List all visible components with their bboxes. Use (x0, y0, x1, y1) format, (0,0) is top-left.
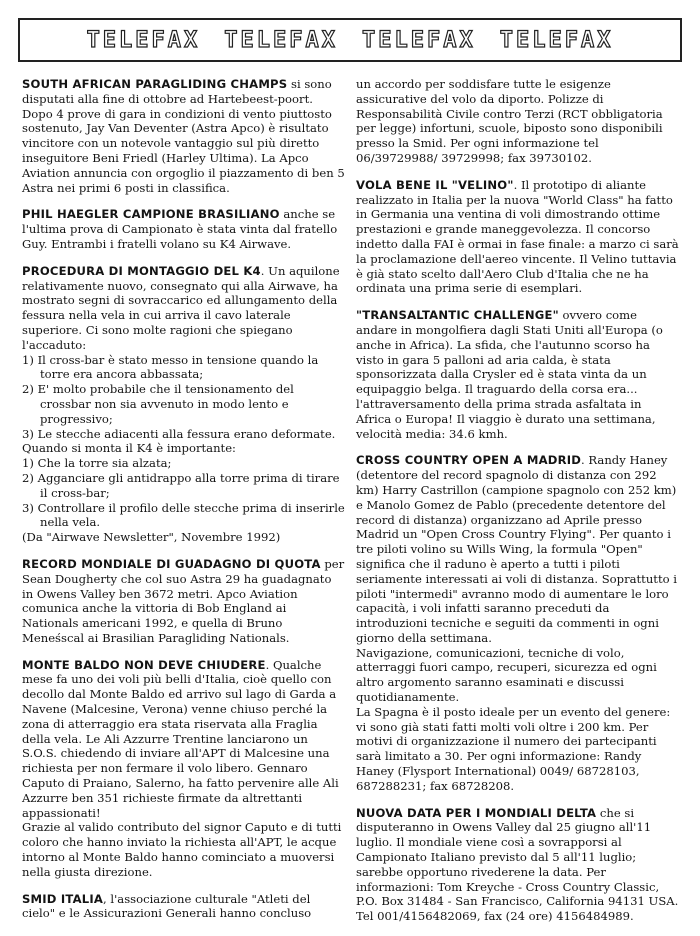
article-body: anche se l'ultima prova di Campionato è stata vinta dal fratello Guy. Entrambi i fratelli volano su K4 Airwave. (22, 207, 338, 251)
banner-word: TELEFAX (362, 27, 476, 53)
article-body: per Sean Dougherty che col suo Astra 29 ha guadagnato in Owens Valley ben 3672 metri. Apco Aviation comunica anche la vittoria di Bob England ai Nationals americani 1992, e quella di Bruno Meneśscal ai Brasilian Paragliding Nationals. (22, 556, 345, 645)
article-smid-italia (22, 892, 345, 922)
article-heading: NUOVA DATA PER I MONDIALI DELTA (356, 805, 597, 820)
article-body: si sono disputati alla fine di ottobre ad Hartebeest-poort. Dopo 4 prove di gara in condizioni di vento piuttosto sostenuto, Jay Van Deventer (Astra Apco) è risultato vincitore con un notevole vantaggio sul più diretto inseguitore Beni Friedl (Harley Ultima). La Apco Aviation annuncia con orgoglio il piazzamento di ben 5 Astra nei primi 6 posti in classifica. (22, 77, 345, 195)
article-heading: VOLA BENE IL "VELINO" (356, 177, 514, 192)
list-item: 3) Le stecche adiacenti alla fessura erano deformate. (22, 426, 336, 441)
list-item: 3) Controllare il profilo delle stecche prima di inserirle nella vela. (22, 500, 345, 530)
article-heading: CROSS COUNTRY OPEN A MADRID (356, 453, 582, 468)
article-smid-italia-continued (356, 77, 679, 166)
article-body: che si disputeranno in Owens Valley dal 25 giugno all'11 luglio. Il mondiale viene così a sovrapporsi al Campionato Italiano previsto dal 5 all'11 luglio; sarebbe opportuno rivederene la data. Per informazioni: Tom Kreyche - Cross Country Classic, P.O. Box 31484 - San Francisco, California 94131 USA. Tel 001/4156482069, fax (24 ore) 4156484989. (356, 805, 679, 924)
article-body: . Un aquilone relativamente nuovo, consegnato qui alla Airwave, ha mostrato segni di sovraccarico ed allungamento della fessura nella vela in cui arriva il cavo laterale superiore. Ci sono molte ragioni che spiegano l'accaduto: (22, 263, 340, 352)
article-body: Quando si monta il K4 è importante: (22, 441, 236, 456)
telefax-banner (18, 18, 682, 62)
article-heading: PHIL HAEGLER CAMPIONE BRASILIANO (22, 207, 280, 222)
reasons-list (22, 353, 345, 442)
article-cross-country-madrid (356, 453, 679, 793)
steps-list (22, 456, 345, 530)
article-procedura-k4 (22, 264, 345, 545)
article-body: Navigazione, comunicazioni, tecniche di volo, atterraggi fuori campo, recuperi, sicurezza ed ogni altro argomento saranno esaminati e discussi quotidianamente. (356, 645, 657, 705)
article-body: . Randy Haney (detentore del record spagnolo di distanza con 292 km) Harry Castrillon (campione spagnolo con 252 km) e Manolo Gomez de Pablo (precedente detentore del record di distanza) organizzano ad Aprile presso Madrid un "Open Cross Country Flying". Per quanto i tre piloti volino su Wills Wing, la formula "Open" significa che il raduno è aperto a tutti i piloti seriamente interessati ai voli di distanza. Soprattutto i piloti "intermedi" avranno modo di aumentare le loro capacità, i voli infatti saranno preceduti da introduzioni tecniche e seguiti da commenti in ogni giorno della settimana. (356, 453, 677, 645)
article-record-mondiale (22, 557, 345, 646)
right-column (356, 77, 679, 936)
banner-word: TELEFAX (86, 27, 201, 53)
article-body: un accordo per soddisfare tutte le esigenze assicurative del volo da diporto. Polizze di Responsabilità Civile contro Terzi (RCT obbligatoria per legge) infortuni, scuole, biposto sono disponibili presso la Smid. Per ogni informazione tel 06/39729988/ 39729998; fax 39730102. (356, 77, 663, 165)
article-body: La Spagna è il posto ideale per un evento del genere: vi sono già stati fatti molti voli oltre i 200 km. Per motivi di organizzazione il numero dei partecipanti sarà limitato a 30. Per ogni informazione: Randy Haney (Flysport International) 0049/ 68728103, 687288231; fax 68728208. (356, 704, 671, 793)
article-mondiali-delta (356, 806, 679, 924)
article-heading: RECORD MONDIALE DI GUADAGNO DI QUOTA (22, 556, 321, 571)
article-body: ovvero come andare in mongolfiera dagli Stati Uniti all'Europa (o anche in Africa). La sfida, che l'autunno scorso ha visto in gara 5 palloni ad aria calda, è stata sponsorizzata dalla Crysler ed è stata vinta da un equipaggio belga. Il traguardo della corsa era... l'attraversamento della prima strada asfaltata in Africa o Europa! Il viaggio è durato una settimana, velocità media: 34.6 kmh. (356, 308, 663, 441)
article-phil-haegler (22, 207, 345, 251)
article-body: . Il prototipo di aliante realizzato in Italia per la nuova "World Class" ha fatto in Germania una ventina di voli dimostrando ottime prestazioni e grande maneggevolezza. Il concorso indetto dalla FAI è ormai in fase finale: a marzo ci sarà la proclamazione dell'aereo vincente. Il Velino tuttavia è già stato scelto dall'Aero Club d'Italia che ne ha ordinata una prima serie di esemplari. (356, 177, 679, 296)
list-item: 2) Agganciare gli antidrappo alla torre prima di tirare il cross-bar; (22, 470, 340, 500)
article-monte-baldo (22, 658, 345, 880)
list-item: 2) E' molto probabile che il tensionamento del crossbar non sia avvenuto in modo lento e progressivo; (22, 382, 294, 426)
left-column (22, 77, 345, 933)
article-south-african-champs (22, 77, 345, 195)
article-transatlantic (356, 308, 679, 441)
list-item: 1) Che la torre sia alzata; (22, 456, 172, 471)
article-heading: SMID ITALIA (22, 891, 104, 906)
article-heading: SOUTH AFRICAN PARAGLIDING CHAMPS (22, 77, 288, 91)
banner-word: TELEFAX (499, 27, 614, 53)
article-heading: MONTE BALDO NON DEVE CHIUDERE (22, 657, 266, 672)
article-body: , l'associazione culturale "Atleti del cielo" e le Assicurazioni Generali hanno concluso (22, 891, 312, 921)
list-item: 1) Il cross-bar è stato messo in tensione quando la torre era ancora abbassata; (22, 352, 319, 382)
article-body: . Qualche mese fa uno dei voli più belli d'Italia, cioè quello con decollo dal Monte Baldo ed arrivo sul lago di Garda a Navene (Malcesine, Verona) venne chiuso perché la zona di atterraggio era stata riservata alla Fraglia della vela. Le Ali Azzurre Trentine lanciarono un S.O.S. chiedendo di inviare all'APT di Malcesine una richiesta per non fermare il volo libero. Gennaro Caputo di Praiano, Salerno, ha fatto pervenire alle Ali Azzurre ben 351 richieste firmate da altrettanti appassionati! (22, 657, 339, 820)
article-source: (Da "Airwave Newsletter", Novembre 1992) (22, 530, 281, 545)
article-body: Grazie al valido contributo del signor Caputo e di tutti coloro che hanno inviato la richiesta all'APT, le acque intorno al Monte Baldo hanno cominciato a muoversi nella giusta direzione. (22, 820, 342, 879)
article-heading: PROCEDURA DI MONTAGGIO DEL K4 (22, 263, 261, 278)
banner-word: TELEFAX (224, 27, 338, 53)
article-heading: "TRANSALTANTIC CHALLENGE" (356, 308, 559, 323)
article-velino (356, 178, 679, 296)
